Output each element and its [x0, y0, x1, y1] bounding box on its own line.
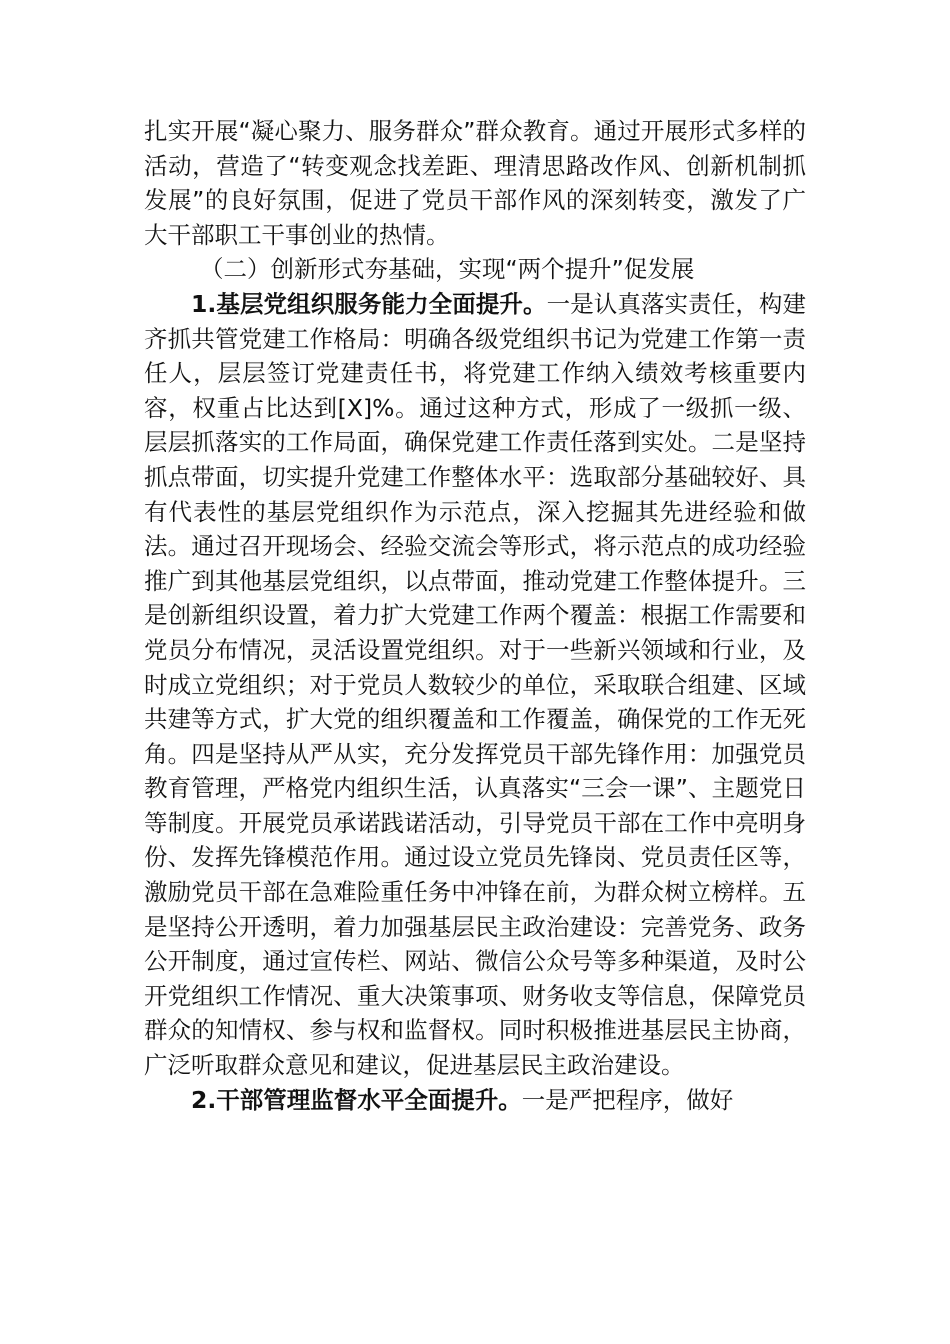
paragraph-continuation: 扎实开展“凝心聚力、服务群众”群众教育。通过开展形式多样的活动，营造了“转变观念找差距、理清思路改作风、创新机制抓发展”的良好氛围，促进了党员干部作风的深刻转变，激发了广大干部职工干事创业的热情。	[144, 117, 806, 249]
item-2-lead: 2.干部管理监督水平全面提升。	[191, 1085, 522, 1114]
document-body	[144, 114, 806, 1117]
item-1-lead: 1.基层党组织服务能力全面提升。	[191, 289, 547, 318]
section-heading: （二）创新形式夯基础，实现“两个提升”促发展	[200, 255, 695, 284]
item-1-body: 一是认真落实责任，构建齐抓共管党建工作格局：明确各级党组织书记为党建工作第一责任人，层层签订党建责任书，将党建工作纳入绩效考核重要内容，权重占比达到[X]%。通过这种方式，形成了一级抓一级、层层抓落实的工作局面，确保党建工作责任落到实处。二是坚持抓点带面，切实提升党建工作整体水平：选取部分基础较好、具有代表性的基层党组织作为示范点，深入挖掘其先进经验和做法。通过召开现场会、经验交流会等形式，将示范点的成功经验推广到其他基层党组织，以点带面，推动党建工作整体提升。三是创新组织设置，着力扩大党建工作两个覆盖：根据工作需要和党员分布情况，灵活设置党组织。对于一些新兴领域和行业，及时成立党组织；对于党员人数较少的单位，采取联合组建、区域共建等方式，扩大党的组织覆盖和工作覆盖，确保党的工作无死角。四是坚持从严从实，充分发挥党员干部先锋作用：加强党员教育管理，严格党内组织生活，认真落实“三会一课”、主题党日等制度。开展党员承诺践诺活动，引导党员干部在工作中亮明身份、发挥先锋模范作用。通过设立党员先锋岗、党员责任区等，激励党员干部在急难险重任务中冲锋在前，为群众树立榜样。五是坚持公开透明，着力加强基层民主政治建设：完善党务、政务公开制度，通过宣传栏、网站、微信公众号等多种渠道，及时公开党组织工作情况、重大决策事项、财务收支等信息，保障党员群众的知情权、参与权和监督权。同时积极推进基层民主协商，广泛听取群众意见和建议，促进基层民主政治建设。	[144, 289, 806, 1080]
paragraph-item-2	[144, 1083, 806, 1118]
paragraph-item-1	[144, 287, 806, 1083]
item-2-body: 一是严把程序，做好	[521, 1085, 734, 1114]
